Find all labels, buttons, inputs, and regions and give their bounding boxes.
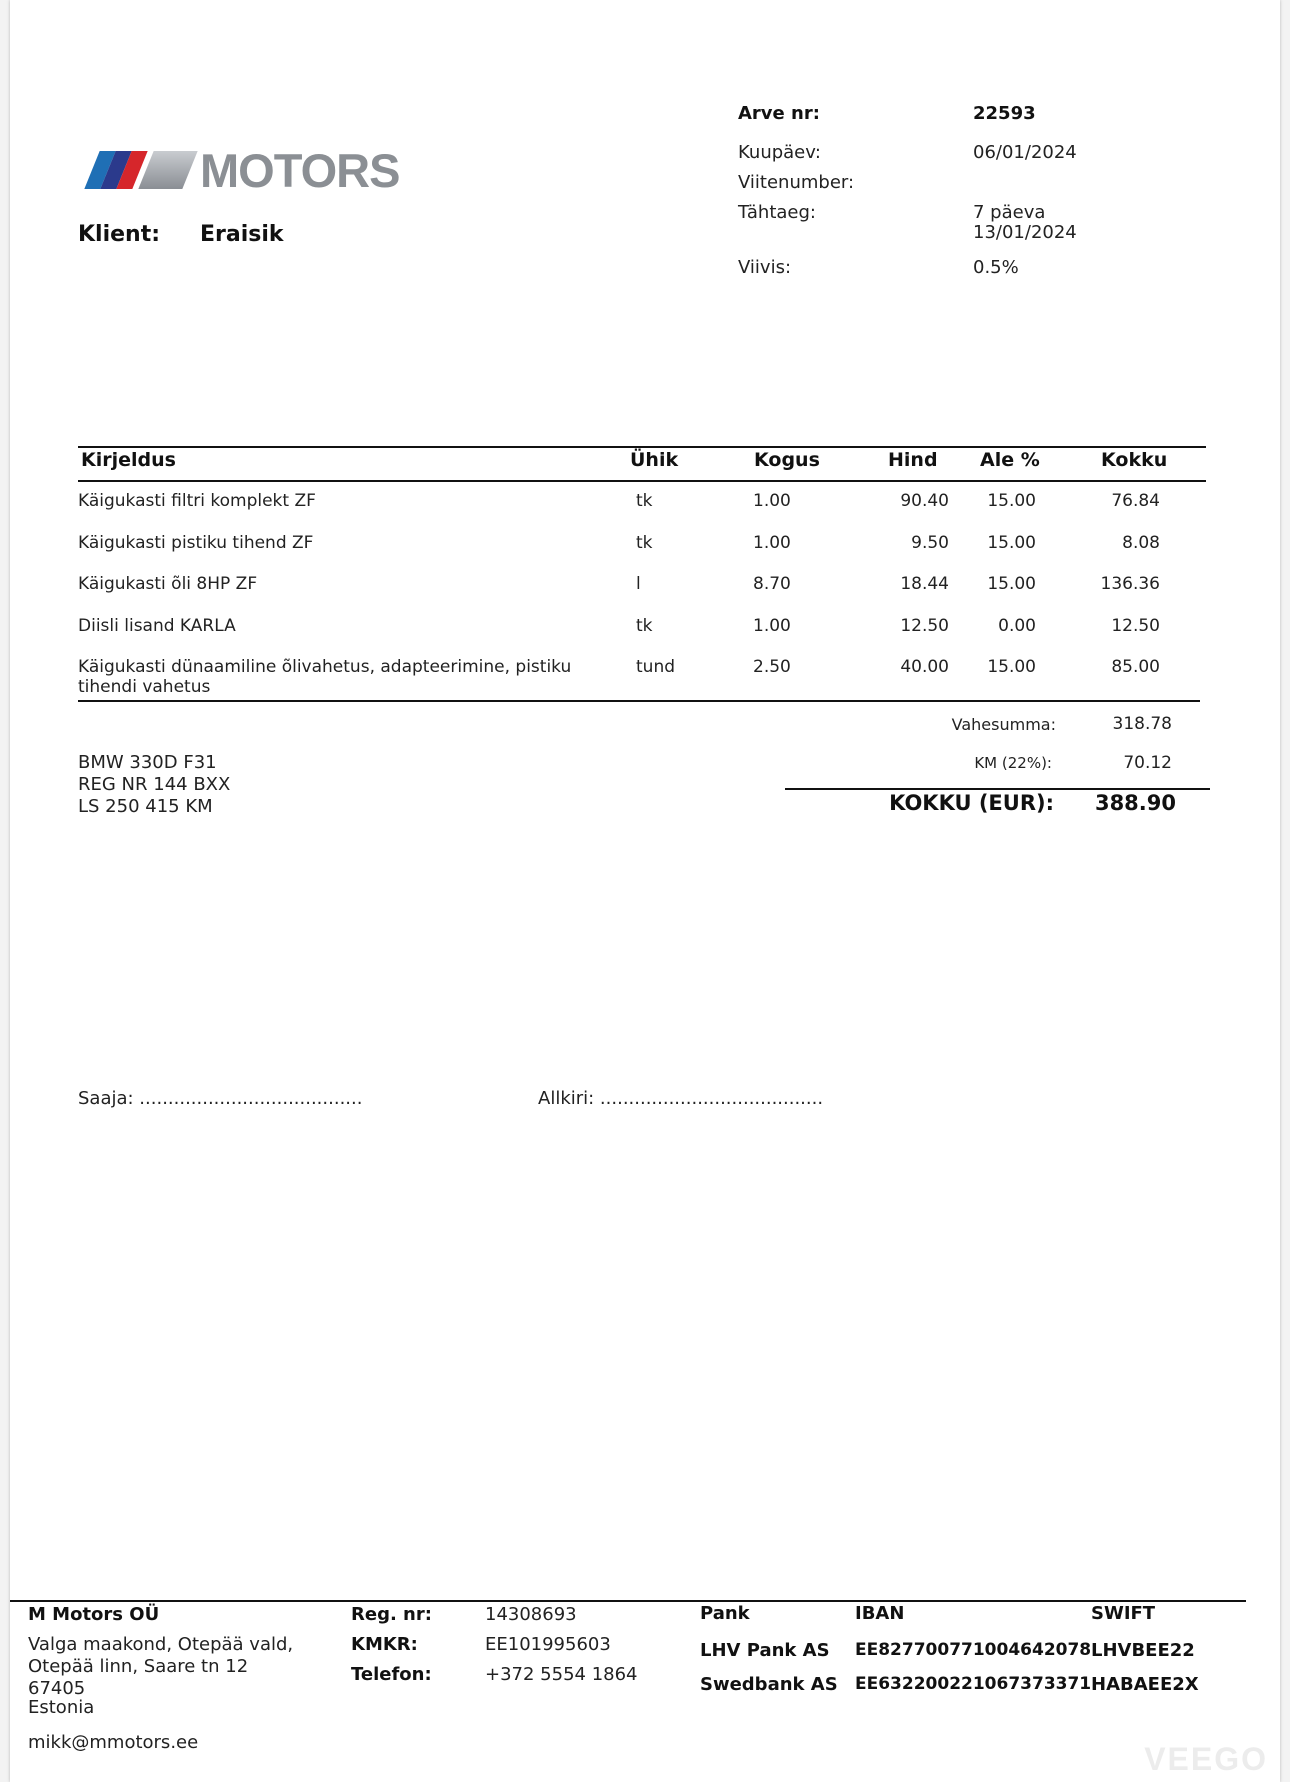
row-description: Käigukasti õli 8HP ZF (78, 574, 258, 594)
row-description: Käigukasti pistiku tihend ZF (78, 533, 314, 553)
vehicle-model: BMW 330D F31 (78, 752, 217, 773)
bank-header: Pank (700, 1603, 750, 1624)
grand-total-label: KOKKU (EUR): (889, 791, 1054, 815)
reg-value: 14308693 (485, 1604, 577, 1625)
row-description: Diisli lisand KARLA (78, 616, 236, 636)
signature-line: Allkiri: ....................................... (538, 1088, 824, 1109)
penalty-label: Viivis: (738, 257, 792, 278)
subtotal-label: Vahesumma: (951, 715, 1056, 734)
kmkr-value: EE101995603 (485, 1634, 611, 1655)
company-email: mikk@mmotors.ee (28, 1732, 199, 1753)
row-price: 12.50 (900, 616, 949, 636)
bank-iban: EE632200221067373371 (855, 1674, 1092, 1694)
row-discount: 15.00 (987, 533, 1036, 553)
row-description-line2: tihendi vahetus (78, 677, 211, 697)
table-header-rule (78, 480, 1206, 482)
row-price: 90.40 (900, 491, 949, 511)
phone-label: Telefon: (351, 1664, 432, 1685)
vehicle-mileage: LS 250 415 KM (78, 796, 213, 817)
table-bottom-rule (78, 700, 1200, 702)
row-unit: tk (636, 491, 653, 511)
vehicle-reg: REG NR 144 BXX (78, 774, 231, 795)
vat-value: 70.12 (1123, 753, 1172, 773)
row-total: 8.08 (1122, 533, 1160, 553)
col-quantity: Kogus (754, 449, 820, 471)
totals-rule (785, 788, 1210, 790)
row-unit: tk (636, 616, 653, 636)
col-description: Kirjeldus (81, 449, 176, 471)
row-total: 136.36 (1100, 574, 1160, 594)
penalty-value: 0.5% (973, 257, 1019, 278)
watermark: VEEGO (1144, 1741, 1268, 1777)
grand-total-value: 388.90 (1094, 791, 1176, 815)
due-date: 13/01/2024 (973, 222, 1077, 243)
due-days: 7 päeva (973, 202, 1046, 223)
client-label: Klient: (78, 222, 161, 247)
client-value: Eraisik (200, 222, 284, 247)
invoice-number-label: Arve nr: (738, 103, 820, 124)
reg-label: Reg. nr: (351, 1604, 432, 1625)
row-qty: 8.70 (753, 574, 791, 594)
row-qty: 1.00 (753, 533, 791, 553)
table-top-rule (78, 446, 1206, 448)
row-unit: tund (636, 657, 676, 677)
bank-swift: LHVBEE22 (1091, 1640, 1195, 1661)
row-price: 40.00 (900, 657, 949, 677)
logo-wordmark: MOTORS (200, 144, 400, 197)
row-discount: 15.00 (987, 657, 1036, 677)
kmkr-label: KMKR: (351, 1634, 418, 1655)
address-line: Otepää linn, Saare tn 12 (28, 1656, 249, 1677)
row-total: 85.00 (1111, 657, 1160, 677)
col-total: Kokku (1101, 449, 1168, 471)
due-label: Tähtaeg: (738, 202, 816, 223)
address-line: Valga maakond, Otepää vald, (28, 1634, 294, 1655)
invoice-number: 22593 (973, 103, 1036, 124)
company-logo (82, 145, 402, 195)
col-unit: Ühik (630, 449, 679, 471)
footer-rule (10, 1600, 1246, 1602)
row-description: Käigukasti dünaamiline õlivahetus, adapteerimine, pistiku (78, 657, 572, 677)
invoice-page (10, 0, 1280, 1782)
row-price: 18.44 (900, 574, 949, 594)
vat-label: KM (22%): (974, 754, 1052, 772)
row-unit: tk (636, 533, 653, 553)
subtotal-value: 318.78 (1112, 714, 1172, 734)
address-line: Estonia (28, 1697, 95, 1718)
invoice-date: 06/01/2024 (973, 142, 1077, 163)
row-unit: l (636, 574, 641, 594)
col-discount: Ale % (980, 449, 1040, 471)
row-description: Käigukasti filtri komplekt ZF (78, 491, 316, 511)
address-line: 67405 (28, 1678, 86, 1699)
bank-name: LHV Pank AS (700, 1640, 830, 1661)
bank-swift: HABAEE2X (1091, 1674, 1199, 1695)
logo-m-mark (138, 151, 197, 189)
col-price: Hind (888, 449, 938, 471)
row-discount: 15.00 (987, 574, 1036, 594)
receiver-signature-line: Saaja: ....................................... (78, 1088, 363, 1109)
row-qty: 1.00 (753, 491, 791, 511)
phone-value: +372 5554 1864 (485, 1664, 638, 1685)
company-name: M Motors OÜ (28, 1604, 160, 1625)
row-qty: 2.50 (753, 657, 791, 677)
reference-label: Viitenumber: (738, 172, 855, 193)
row-qty: 1.00 (753, 616, 791, 636)
row-total: 12.50 (1111, 616, 1160, 636)
bank-iban: EE827700771004642078 (855, 1640, 1092, 1660)
bank-name: Swedbank AS (700, 1674, 838, 1695)
row-discount: 15.00 (987, 491, 1036, 511)
swift-header: SWIFT (1091, 1603, 1156, 1624)
invoice-date-label: Kuupäev: (738, 142, 821, 163)
row-price: 9.50 (911, 533, 949, 553)
iban-header: IBAN (855, 1603, 905, 1624)
row-discount: 0.00 (998, 616, 1036, 636)
row-total: 76.84 (1111, 491, 1160, 511)
